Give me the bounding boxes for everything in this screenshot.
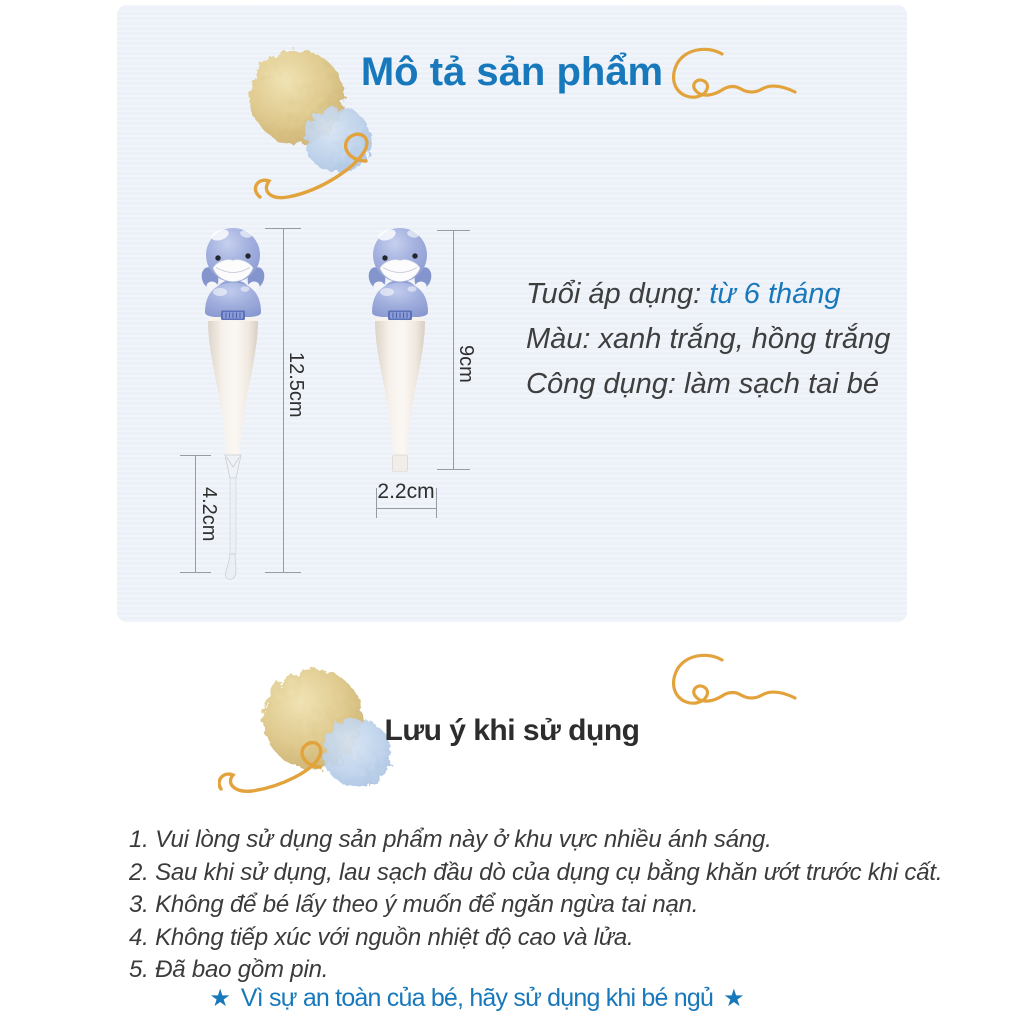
usage-note: 5. Đã bao gồm pin. xyxy=(129,956,329,983)
usage-notes-list xyxy=(129,824,942,987)
power-switch xyxy=(221,311,245,321)
dimension-label: 9cm xyxy=(455,345,477,383)
handle-body xyxy=(208,321,258,455)
section1-title: Mô tả sản phẩm xyxy=(360,50,664,94)
spec-age-value: từ 6 tháng xyxy=(709,278,841,310)
spec-use-line: Công dụng: làm sạch tai bé xyxy=(526,368,880,400)
dimension-label: 2.2cm xyxy=(377,480,435,503)
spec-color-line: Màu: xanh trắng, hồng trắng xyxy=(526,323,891,355)
power-switch xyxy=(388,311,412,321)
dimension-label: 4.2cm xyxy=(198,487,220,542)
calligraphy-flourish-icon xyxy=(665,650,800,712)
dimension-label: 12.5cm xyxy=(285,352,307,418)
safety-footer xyxy=(0,984,954,1013)
product-specs xyxy=(526,272,890,407)
section2-title: Lưu ý khi sử dụng xyxy=(384,714,640,747)
usage-note: 1. Vui lòng sử dụng sản phẩm này ở khu vực nhiều ánh sáng. xyxy=(129,826,772,853)
product-photo-short-tip xyxy=(352,222,452,472)
handle-body xyxy=(375,321,425,455)
safety-footer-text: Vì sự an toàn của bé, hãy sử dụng khi bé ngủ xyxy=(240,984,714,1012)
spec-age-label: Tuổi áp dụng: xyxy=(526,278,710,310)
calligraphy-flourish-icon xyxy=(665,46,800,104)
usage-note: 4. Không tiếp xúc với nguồn nhiệt độ cao và lửa. xyxy=(129,923,634,951)
usage-note: 2. Sau khi sử dụng, lau sạch đầu dò của dụng cụ bằng khăn ướt trước khi cất. xyxy=(129,858,943,886)
usage-note: 3. Không để bé lấy theo ý muốn để ngăn ngừa tai nạn. xyxy=(129,891,699,918)
clear-probe-tip xyxy=(225,455,241,579)
spec-age-line xyxy=(526,272,890,317)
star-icon: ★ xyxy=(723,985,745,1012)
star-icon: ★ xyxy=(209,985,231,1012)
frosted-tip xyxy=(393,455,408,472)
